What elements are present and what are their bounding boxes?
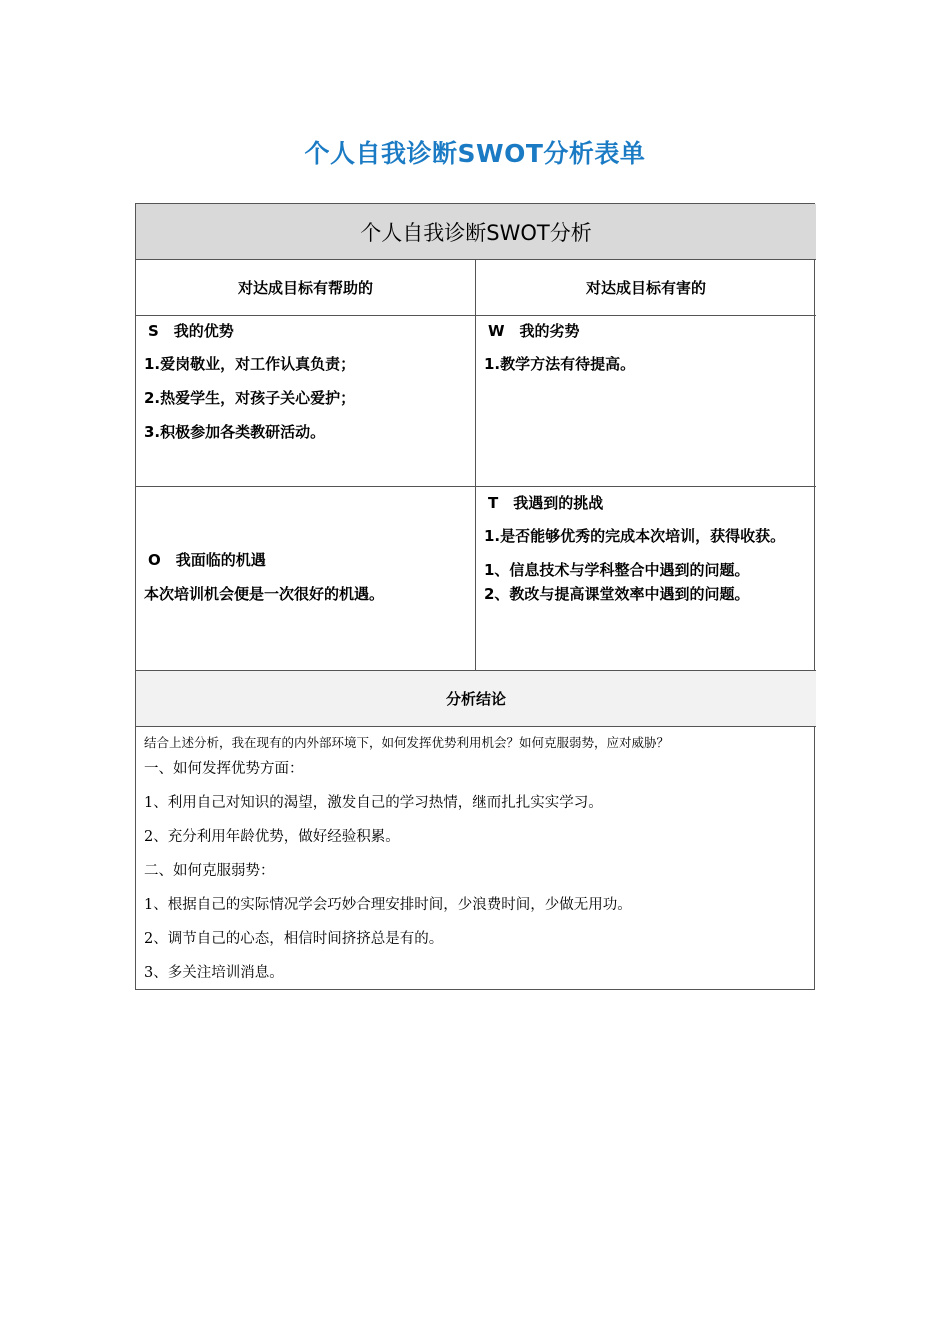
- page-title: 个人自我诊断SWOT分析表单: [304, 139, 646, 168]
- conclusion-line: 2、调节自己的心态，相信时间挤挤总是有的。: [144, 931, 444, 947]
- threat-item: 2、教改与提高课堂效率中遇到的问题。: [484, 585, 750, 603]
- weakness-item: 1.教学方法有待提高。: [484, 355, 636, 373]
- conclusion-line: 1、根据自己的实际情况学会巧妙合理安排时间，少浪费时间，少做无用功。: [144, 897, 632, 913]
- conclusion-heading: 分析结论: [136, 671, 816, 727]
- conclusion-line: 2、充分利用年龄优势，做好经验积累。: [144, 829, 400, 845]
- opportunity-item: 本次培训机会便是一次很好的机遇。: [144, 585, 385, 603]
- conclusion-line: 3、多关注培训消息。: [144, 965, 284, 981]
- threat-item: 1.是否能够优秀的完成本次培训，获得收获。: [484, 527, 786, 545]
- swot-table: [135, 203, 815, 990]
- weaknesses-heading: W 我的劣势: [488, 322, 580, 340]
- opportunities-cell: [136, 487, 476, 671]
- conclusion-intro: 结合上述分析，我在现有的内外部环境下，如何发挥优势利用机会？如何克服弱势，应对威胁？: [144, 735, 670, 750]
- strength-item: 1.爱岗敬业，对工作认真负责；: [144, 355, 356, 373]
- conclusion-line: 一、如何发挥优势方面：: [144, 761, 304, 777]
- strength-item: 2.热爱学生，对孩子关心爱护；: [144, 389, 356, 407]
- table-header: 个人自我诊断SWOT分析: [136, 204, 816, 260]
- opportunities-heading: O 我面临的机遇: [148, 551, 266, 569]
- conclusion-body: [136, 727, 816, 989]
- column-harmful: 对达成目标有害的: [476, 260, 816, 316]
- conclusion-line: 二、如何克服弱势：: [144, 863, 275, 879]
- strength-item: 3.积极参加各类教研活动。: [144, 423, 326, 441]
- column-helpful: 对达成目标有帮助的: [136, 260, 476, 316]
- conclusion-line: 1、利用自己对知识的渴望，激发自己的学习热情，继而扎扎实实学习。: [144, 795, 603, 811]
- strengths-cell: [136, 316, 476, 487]
- threat-item: 1、信息技术与学科整合中遇到的问题。: [484, 561, 750, 579]
- threats-heading: T 我遇到的挑战: [488, 494, 604, 512]
- strengths-heading: S 我的优势: [148, 322, 234, 340]
- threats-cell: [476, 487, 816, 671]
- weaknesses-cell: [476, 316, 816, 487]
